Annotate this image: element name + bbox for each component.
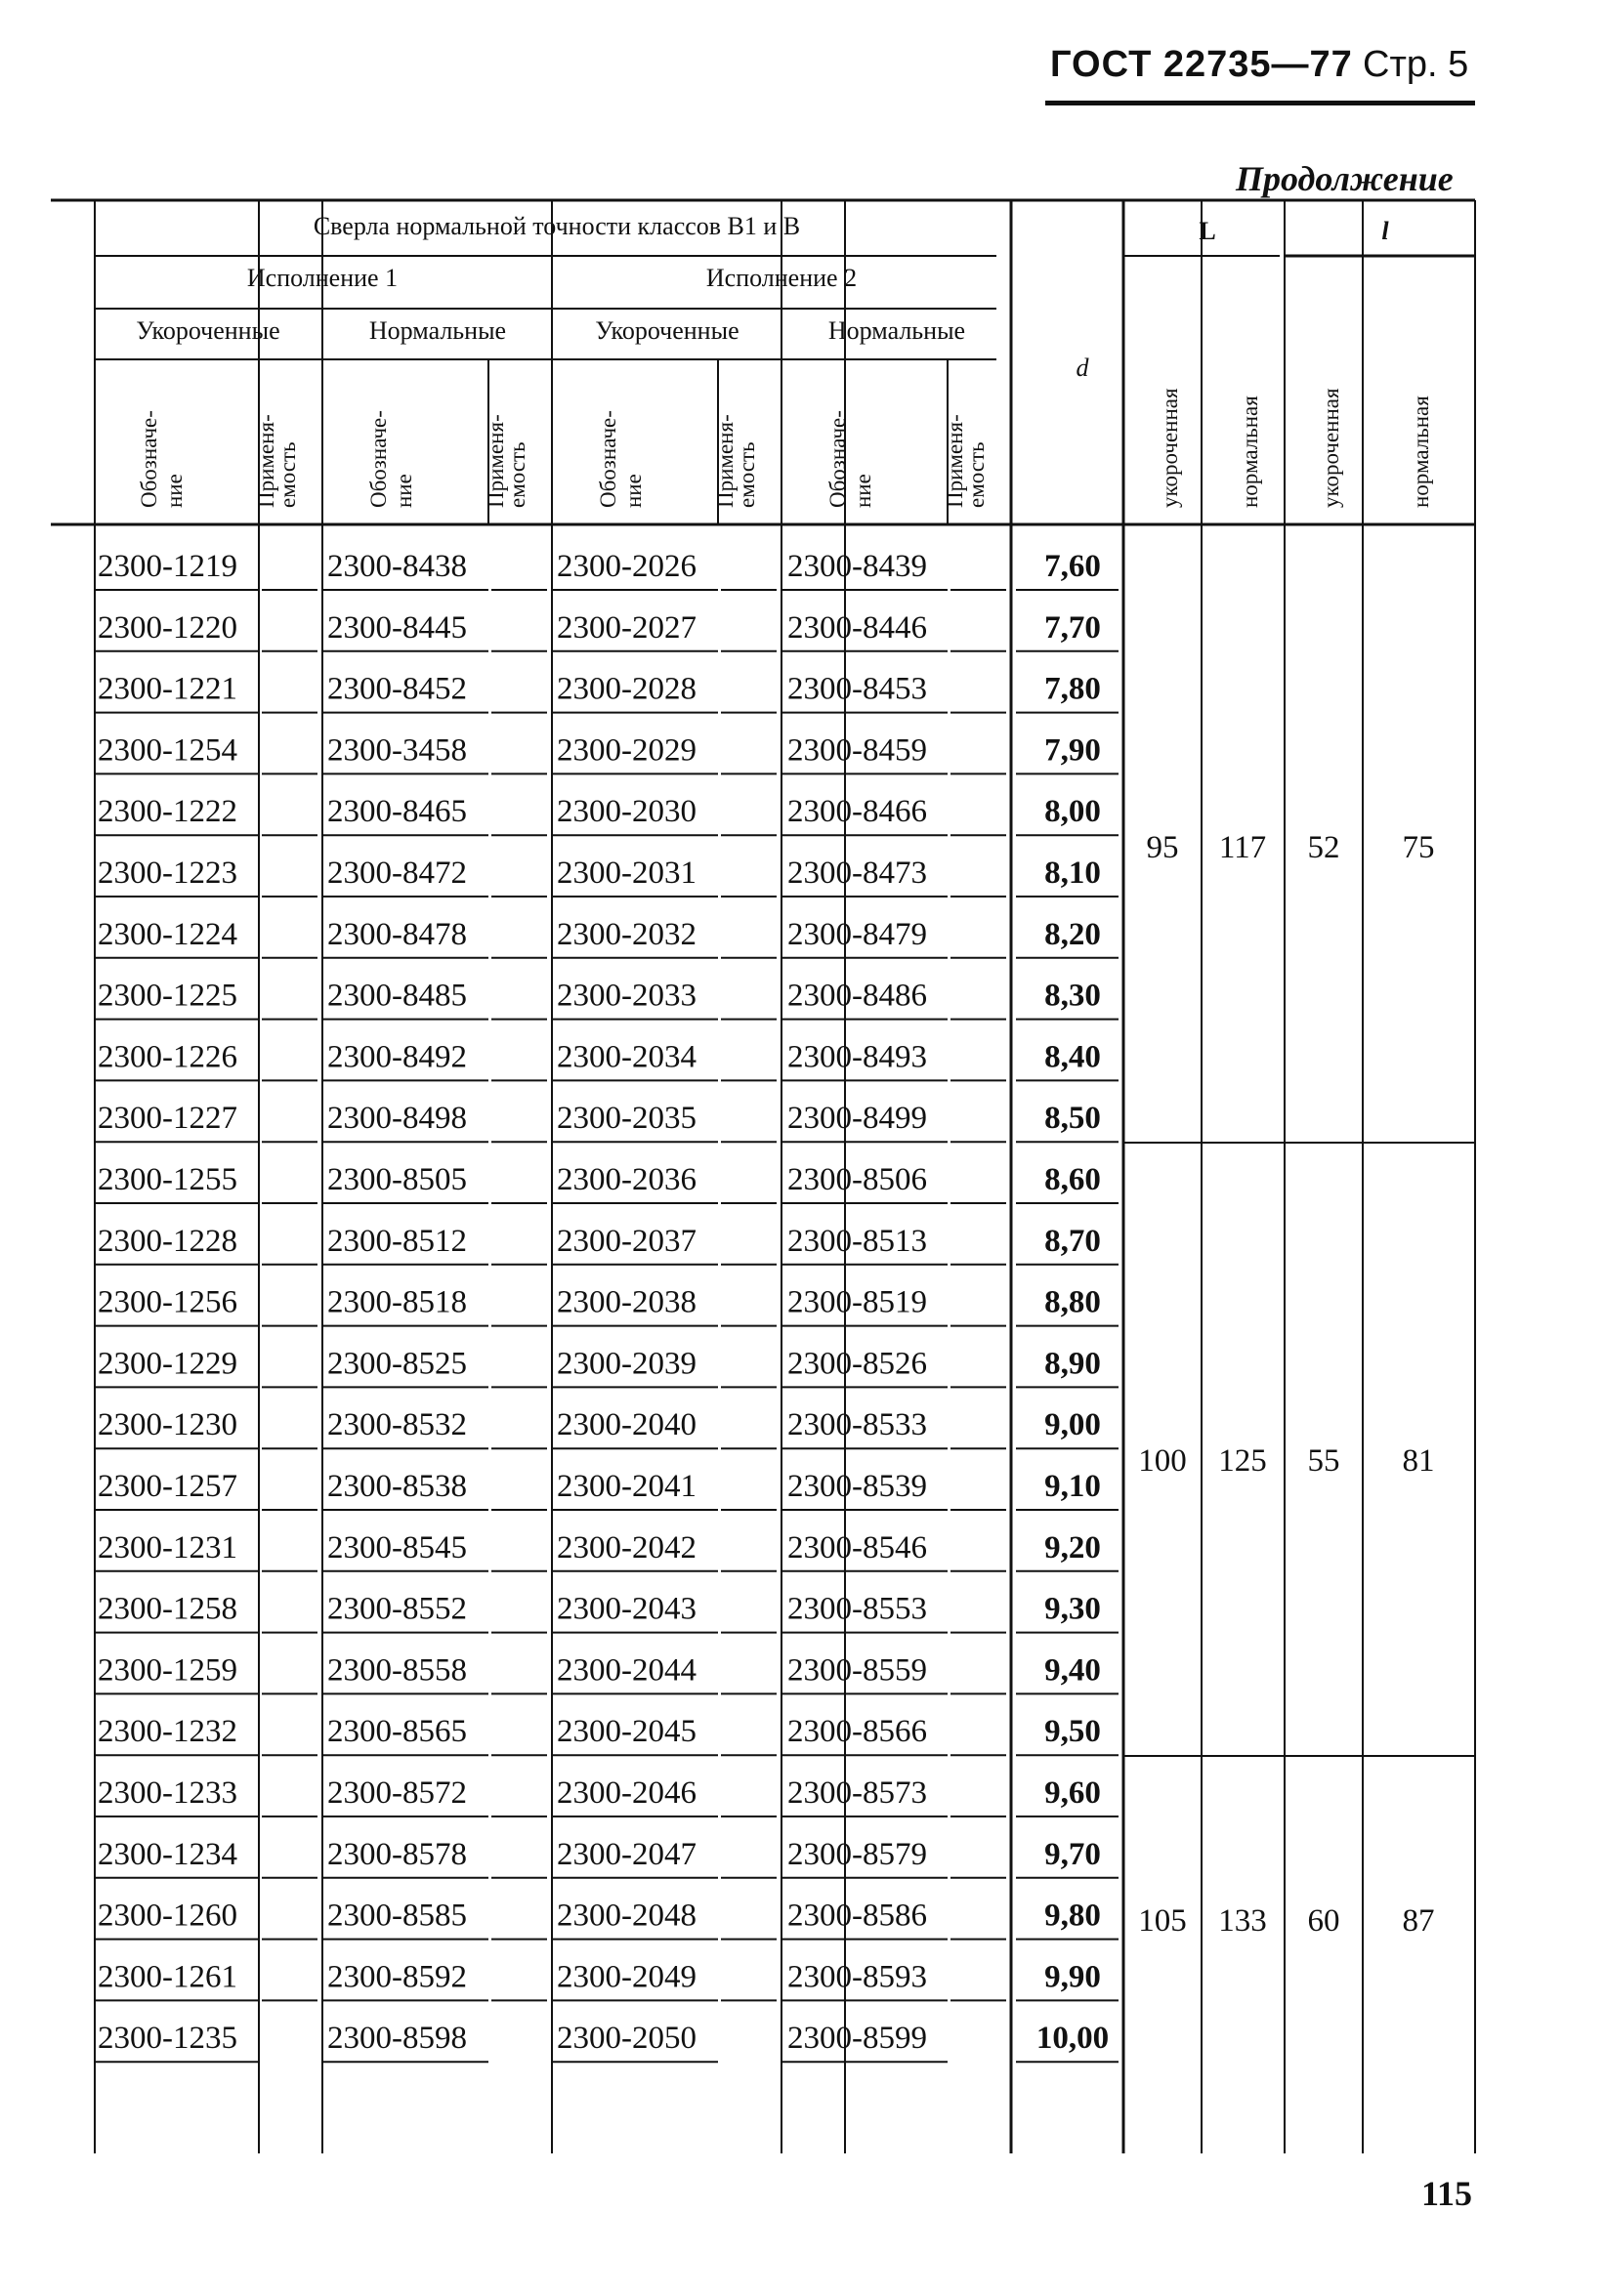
table-title: Сверла нормальной точности классов В1 и В: [313, 212, 801, 240]
length-value: 75: [1402, 830, 1435, 865]
applicability-header: Применя-: [713, 414, 738, 508]
table-row: [95, 549, 1119, 590]
d-cell: 8,50: [1044, 1101, 1101, 1137]
table-row: [95, 1346, 1119, 1387]
designation-cell: 2300-2033: [557, 978, 697, 1014]
variant-1-label: Исполнение 1: [246, 264, 399, 292]
designation-cell: 2300-2029: [557, 732, 697, 769]
table-row: [95, 917, 1119, 958]
designation-cell: 2300-2030: [557, 794, 697, 830]
d-cell: 7,70: [1044, 609, 1101, 646]
L-label: L: [1199, 217, 1216, 245]
length-value: 60: [1307, 1903, 1340, 1939]
designation-cell: 2300-8453: [787, 671, 927, 707]
designation-cell: 2300-8592: [327, 1959, 467, 1995]
designation-cell: 2300-2044: [557, 1652, 697, 1689]
d-cell: 9,20: [1044, 1529, 1101, 1565]
designation-cell: 2300-2043: [557, 1591, 697, 1627]
designation-cell: 2300-1232: [98, 1714, 237, 1750]
designation-cell: 2300-2040: [557, 1407, 697, 1443]
table-row: [95, 1469, 1119, 1510]
continuation-label: Продолжение: [1236, 159, 1454, 198]
d-cell: 9,00: [1044, 1407, 1101, 1443]
designation-cell: 2300-1224: [98, 916, 237, 952]
designation-cell: 2300-8438: [327, 549, 467, 584]
table-row: [95, 1837, 1119, 1878]
d-cell: 7,60: [1044, 549, 1101, 584]
designation-header: Обозначе-: [137, 410, 161, 508]
d-cell: 7,80: [1044, 671, 1101, 707]
designation-header: Обозначе-: [366, 410, 391, 508]
d-cell: 9,60: [1044, 1775, 1101, 1811]
applicability-header-2: емость: [505, 441, 529, 508]
d-cell: 9,80: [1044, 1898, 1101, 1934]
designation-cell: 2300-2035: [557, 1101, 697, 1137]
designation-cell: 2300-8459: [787, 732, 927, 769]
designation-cell: 2300-8539: [787, 1469, 927, 1504]
designation-cell: 2300-8566: [787, 1714, 927, 1750]
designation-cell: 2300-2047: [557, 1836, 697, 1872]
designation-cell: 2300-8485: [327, 978, 467, 1014]
d-cell: 8,00: [1044, 794, 1101, 830]
designation-cell: 2300-8498: [327, 1101, 467, 1137]
designation-cell: 2300-2027: [557, 609, 697, 646]
table-row: [95, 1101, 1119, 1142]
d-cell: 8,10: [1044, 856, 1101, 891]
designation-cell: 2300-1220: [98, 609, 237, 646]
designation-cell: 2300-2049: [557, 1959, 697, 1995]
d-cell: 9,30: [1044, 1591, 1101, 1627]
designation-cell: 2300-2038: [557, 1284, 697, 1320]
applicability-header: Применя-: [943, 414, 967, 508]
designation-cell: 2300-8479: [787, 916, 927, 952]
d-cell: 10,00: [1035, 2021, 1110, 2057]
designation-cell: 2300-2041: [557, 1469, 697, 1504]
designation-cell: 2300-2036: [557, 1162, 697, 1197]
designation-cell: 2300-8559: [787, 1652, 927, 1689]
l-short-label: укороченная: [1319, 388, 1343, 508]
page-label: Стр. 5: [1363, 44, 1469, 85]
designation-cell: 2300-8513: [787, 1223, 927, 1259]
table-row: [95, 1162, 1119, 1203]
designation-cell: 2300-2026: [557, 549, 697, 584]
applicability-header: Применя-: [484, 414, 508, 508]
designation-cell: 2300-8578: [327, 1836, 467, 1872]
normal-label-1: Нормальные: [368, 316, 507, 345]
designation-cell: 2300-1230: [98, 1407, 237, 1443]
d-cell: 8,90: [1044, 1346, 1101, 1382]
l-normal-label: нормальная: [1409, 396, 1433, 508]
designation-cell: 2300-8525: [327, 1346, 467, 1382]
L-short-label: укороченная: [1158, 388, 1182, 508]
designation-cell: 2300-2045: [557, 1714, 697, 1750]
applicability-header-2: емость: [275, 441, 300, 508]
designation-cell: 2300-1221: [98, 671, 237, 707]
designation-cell: 2300-8506: [787, 1162, 927, 1197]
d-cell: 9,10: [1044, 1469, 1101, 1504]
designation-cell: 2300-8493: [787, 1039, 927, 1075]
designation-cell: 2300-8565: [327, 1714, 467, 1750]
designation-cell: 2300-1235: [98, 2021, 237, 2057]
L-normal-label: нормальная: [1238, 396, 1262, 508]
table-row: [95, 1714, 1119, 1755]
designation-cell: 2300-8446: [787, 609, 927, 646]
d-cell: 9,50: [1044, 1714, 1101, 1750]
designation-cell: 2300-8512: [327, 1223, 467, 1259]
table-row: [95, 1039, 1119, 1080]
designation-cell: 2300-8579: [787, 1836, 927, 1872]
designation-cell: 2300-1234: [98, 1836, 237, 1872]
length-group: [1123, 1443, 1475, 1756]
designation-cell: 2300-1225: [98, 978, 237, 1014]
designation-cell: 2300-8593: [787, 1959, 927, 1995]
designation-cell: 2300-1222: [98, 794, 237, 830]
designation-cell: 2300-8486: [787, 978, 927, 1014]
designation-cell: 2300-8465: [327, 794, 467, 830]
table-row: [95, 794, 1119, 835]
designation-cell: 2300-2031: [557, 856, 697, 891]
designation-cell: 2300-1233: [98, 1775, 237, 1811]
designation-cell: 2300-8452: [327, 671, 467, 707]
d-cell: 9,70: [1044, 1836, 1101, 1872]
designation-cell: 2300-8473: [787, 856, 927, 891]
variant-2-label: Исполнение 2: [705, 264, 858, 292]
designation-cell: 2300-2050: [557, 2021, 697, 2057]
designation-cell: 2300-1229: [98, 1346, 237, 1382]
designation-cell: 2300-8532: [327, 1407, 467, 1443]
d-cell: 8,70: [1044, 1223, 1101, 1259]
designation-cell: 2300-2042: [557, 1529, 697, 1565]
designation-cell: 2300-1231: [98, 1529, 237, 1565]
d-cell: 8,20: [1044, 916, 1101, 952]
designation-cell: 2300-8472: [327, 856, 467, 891]
designation-cell: 2300-2039: [557, 1346, 697, 1382]
designation-cell: 2300-8526: [787, 1346, 927, 1382]
designation-cell: 2300-8445: [327, 609, 467, 646]
designation-cell: 2300-8552: [327, 1591, 467, 1627]
designation-cell: 2300-8439: [787, 549, 927, 584]
length-value: 55: [1307, 1443, 1340, 1479]
designation-header-2: ние: [162, 474, 187, 508]
designation-cell: 2300-2046: [557, 1775, 697, 1811]
designation-header-2: ние: [392, 474, 416, 508]
d-cell: 8,30: [1044, 978, 1101, 1014]
designation-cell: 2300-2048: [557, 1898, 697, 1934]
l-label: l: [1381, 217, 1389, 245]
d-cell: 8,40: [1044, 1039, 1101, 1075]
table-row: [95, 1285, 1119, 1326]
designation-cell: 2300-2028: [557, 671, 697, 707]
d-cell: 7,90: [1044, 732, 1101, 769]
designation-header-2: ние: [621, 474, 646, 508]
designation-cell: 2300-8478: [327, 916, 467, 952]
d-cell: 9,40: [1044, 1652, 1101, 1689]
table-row: [95, 1592, 1119, 1633]
designation-cell: 2300-1260: [98, 1898, 237, 1934]
length-group: [1138, 1903, 1434, 1939]
designation-cell: 2300-1258: [98, 1591, 237, 1627]
designation-cell: 2300-8545: [327, 1529, 467, 1565]
d-label: d: [1076, 354, 1089, 382]
designation-cell: 2300-8572: [327, 1775, 467, 1811]
designation-cell: 2300-1257: [98, 1469, 237, 1504]
table-row: [95, 1530, 1119, 1571]
table-row: [95, 1899, 1119, 1940]
length-value: 52: [1307, 830, 1340, 865]
designation-cell: 2300-8519: [787, 1284, 927, 1320]
length-group: [1123, 830, 1475, 1143]
designation-cell: 2300-1261: [98, 1959, 237, 1995]
shortened-label-1: Укороченные: [136, 316, 280, 345]
designation-cell: 2300-8546: [787, 1529, 927, 1565]
designation-cell: 2300-8533: [787, 1407, 927, 1443]
length-value: 95: [1146, 830, 1179, 865]
designation-cell: 2300-8518: [327, 1284, 467, 1320]
designation-cell: 2300-8492: [327, 1039, 467, 1075]
length-value: 81: [1402, 1443, 1435, 1479]
designation-cell: 2300-1223: [98, 856, 237, 891]
shortened-label-2: Укороченные: [595, 316, 739, 345]
standard-number: ГОСТ 22735—77: [1050, 44, 1353, 85]
designation-cell: 2300-8599: [787, 2021, 927, 2057]
designation-header: Обозначе-: [596, 410, 620, 508]
table-row: [95, 1652, 1119, 1693]
length-value: 87: [1402, 1903, 1435, 1939]
designation-cell: 2300-8598: [327, 2021, 467, 2057]
table-row: [95, 1775, 1119, 1816]
designation-cell: 2300-1226: [98, 1039, 237, 1075]
length-value: 125: [1218, 1443, 1267, 1479]
applicability-header: Применя-: [254, 414, 278, 508]
designation-cell: 2300-1256: [98, 1284, 237, 1320]
d-cell: 9,90: [1044, 1959, 1101, 1995]
designation-cell: 2300-8573: [787, 1775, 927, 1811]
length-value: 133: [1218, 1903, 1267, 1939]
table-row: [95, 672, 1119, 713]
designation-cell: 2300-2037: [557, 1223, 697, 1259]
length-value: 117: [1218, 830, 1267, 865]
designation-header-2: ние: [851, 474, 875, 508]
designation-cell: 2300-1254: [98, 732, 237, 769]
designation-cell: 2300-1255: [98, 1162, 237, 1197]
designation-cell: 2300-1259: [98, 1652, 237, 1689]
designation-header: Обозначе-: [825, 410, 850, 508]
table-row: [95, 1224, 1119, 1265]
table-row: [95, 2021, 1119, 2062]
designation-cell: 2300-8499: [787, 1101, 927, 1137]
designation-cell: 2300-1219: [98, 549, 237, 584]
d-cell: 8,60: [1044, 1162, 1101, 1197]
table-row: [95, 1959, 1119, 2000]
designation-cell: 2300-8586: [787, 1898, 927, 1934]
applicability-header-2: емость: [735, 441, 759, 508]
designation-cell: 2300-8585: [327, 1898, 467, 1934]
designation-cell: 2300-1228: [98, 1223, 237, 1259]
designation-cell: 2300-8558: [327, 1652, 467, 1689]
designation-cell: 2300-8538: [327, 1469, 467, 1504]
designation-cell: 2300-2034: [557, 1039, 697, 1075]
table-row: [95, 732, 1119, 773]
normal-label-2: Нормальные: [827, 316, 966, 345]
d-cell: 8,80: [1044, 1284, 1101, 1320]
page-number: 115: [1421, 2174, 1473, 2213]
designation-cell: 2300-8553: [787, 1591, 927, 1627]
length-value: 105: [1138, 1903, 1187, 1939]
table-row: [95, 979, 1119, 1020]
designation-cell: 2300-8466: [787, 794, 927, 830]
designation-cell: 2300-3458: [327, 732, 467, 769]
table-row: [95, 856, 1119, 897]
length-value: 100: [1138, 1443, 1187, 1479]
designation-cell: 2300-2032: [557, 916, 697, 952]
table-row: [95, 610, 1119, 651]
table-row: [95, 1407, 1119, 1448]
designation-cell: 2300-8505: [327, 1162, 467, 1197]
designation-cell: 2300-1227: [98, 1101, 237, 1137]
applicability-header-2: емость: [964, 441, 989, 508]
